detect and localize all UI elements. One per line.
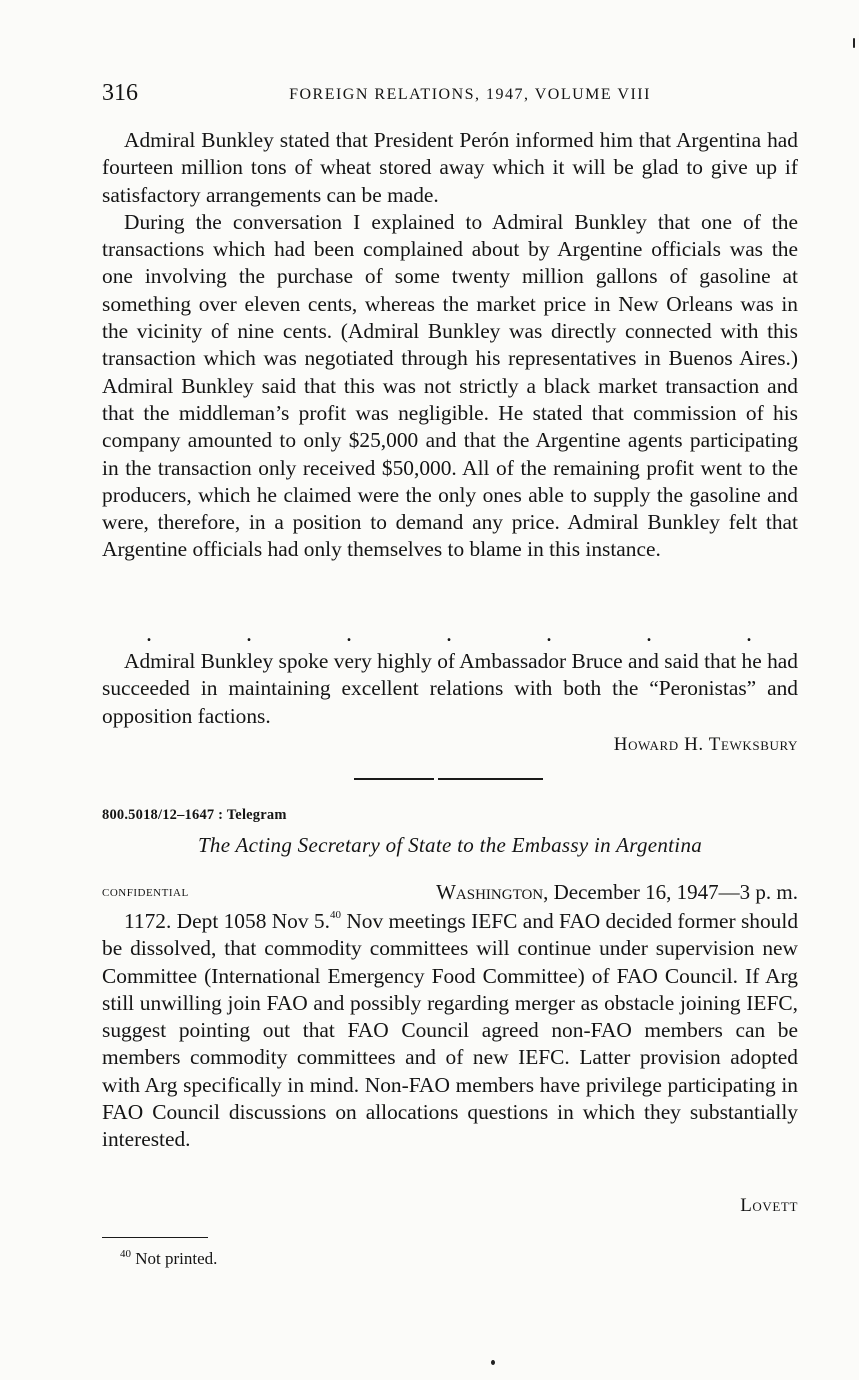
dateline-place: Washington (436, 880, 544, 904)
scan-speck (853, 38, 855, 48)
telegram-text-start: 1172. Dept 1058 Nov 5. (124, 909, 330, 933)
telegram-body (102, 908, 798, 1154)
classification-label: confidential (102, 884, 189, 900)
omission-ellipsis (102, 622, 798, 646)
memo-closing-paragraph: Admiral Bunkley spoke very highly of Ambassador Bruce and said that he had succeeded in maintaining excellent relations with both the “Peronistas” and opposition factions. (102, 649, 798, 728)
ellipsis-dot: . (246, 621, 252, 647)
memo-paragraph-1: Admiral Bunkley stated that President Perón informed him that Argentina had fourteen million tons of wheat stored away which it will be glad to give up if satisfactory arrangements can be made. (102, 128, 798, 207)
scan-speck (491, 1360, 495, 1365)
ellipsis-dot: . (346, 621, 352, 647)
footnote-reference: 40 (329, 908, 341, 921)
page-number: 316 (102, 80, 138, 106)
file-reference: 800.5018/12–1647 : Telegram (102, 807, 287, 823)
running-head: FOREIGN RELATIONS, 1947, VOLUME VIII (289, 86, 651, 103)
telegram-paragraph (102, 908, 798, 1154)
footnote-number: 40 (120, 1248, 131, 1261)
document-title: The Acting Secretary of State to the Embassy in Argentina (197, 833, 703, 857)
telegram-signature: Lovett (740, 1195, 798, 1216)
ellipsis-dot: . (146, 621, 152, 647)
memo-closing (102, 648, 798, 730)
telegram-text-rest: Nov meetings IEFC and FAO decided former should be dissolved, that commodity committees will continue under supervision new Committee (International Emergency Food Committee) of FAO Council. If Arg still unwilling join FAO and possibly regarding merger as obstacle joining IEFC, suggest pointing out that FAO Council agreed non-FAO members can be members commodity committees and of new IEFC. Latter provision adopted with Arg specifically in mind. Non-FAO members have privilege participating in FAO Council discussions on allocations questions in which they substantially interested. (102, 909, 799, 1152)
footnote-text: Not printed. (135, 1249, 218, 1268)
footnote-divider (102, 1237, 208, 1238)
memo-body (102, 127, 798, 564)
footnote (120, 1249, 217, 1269)
ellipsis-dot: . (646, 621, 652, 647)
memo-paragraph-2: During the conversation I explained to Admiral Bunkley that one of the transactions which had been complained about by Argentine officials was the one involving the purchase of some twenty million gallons of gasoline at something over eleven cents, whereas the market price in New Orleans was in the vicinity of nine cents. (Admiral Bunkley was directly connected with this transaction which was negotiated through his representatives in Buenos Aires.) Admiral Bunkley said that this was not strictly a black market transaction and that the middleman’s profit was negligible. He stated that commission of his company amounted to only $25,000 and that the Argentine agents participating in the transaction only received $50,000. All of the remaining profit went to the producers, which he claimed were the only ones able to supply the gasoline and were, therefore, in a position to demand any price. Admiral Bunkley felt that Argentine officials had only themselves to blame in this instance. (102, 209, 798, 562)
dateline-date: , December 16, 1947—3 p. m. (543, 880, 798, 904)
ellipsis-dot: . (446, 621, 452, 647)
ellipsis-dot: . (746, 621, 752, 647)
dateline (436, 880, 798, 905)
ellipsis-dot: . (546, 621, 552, 647)
page-header (102, 80, 798, 112)
memo-signature: Howard H. Tewksbury (613, 734, 798, 755)
